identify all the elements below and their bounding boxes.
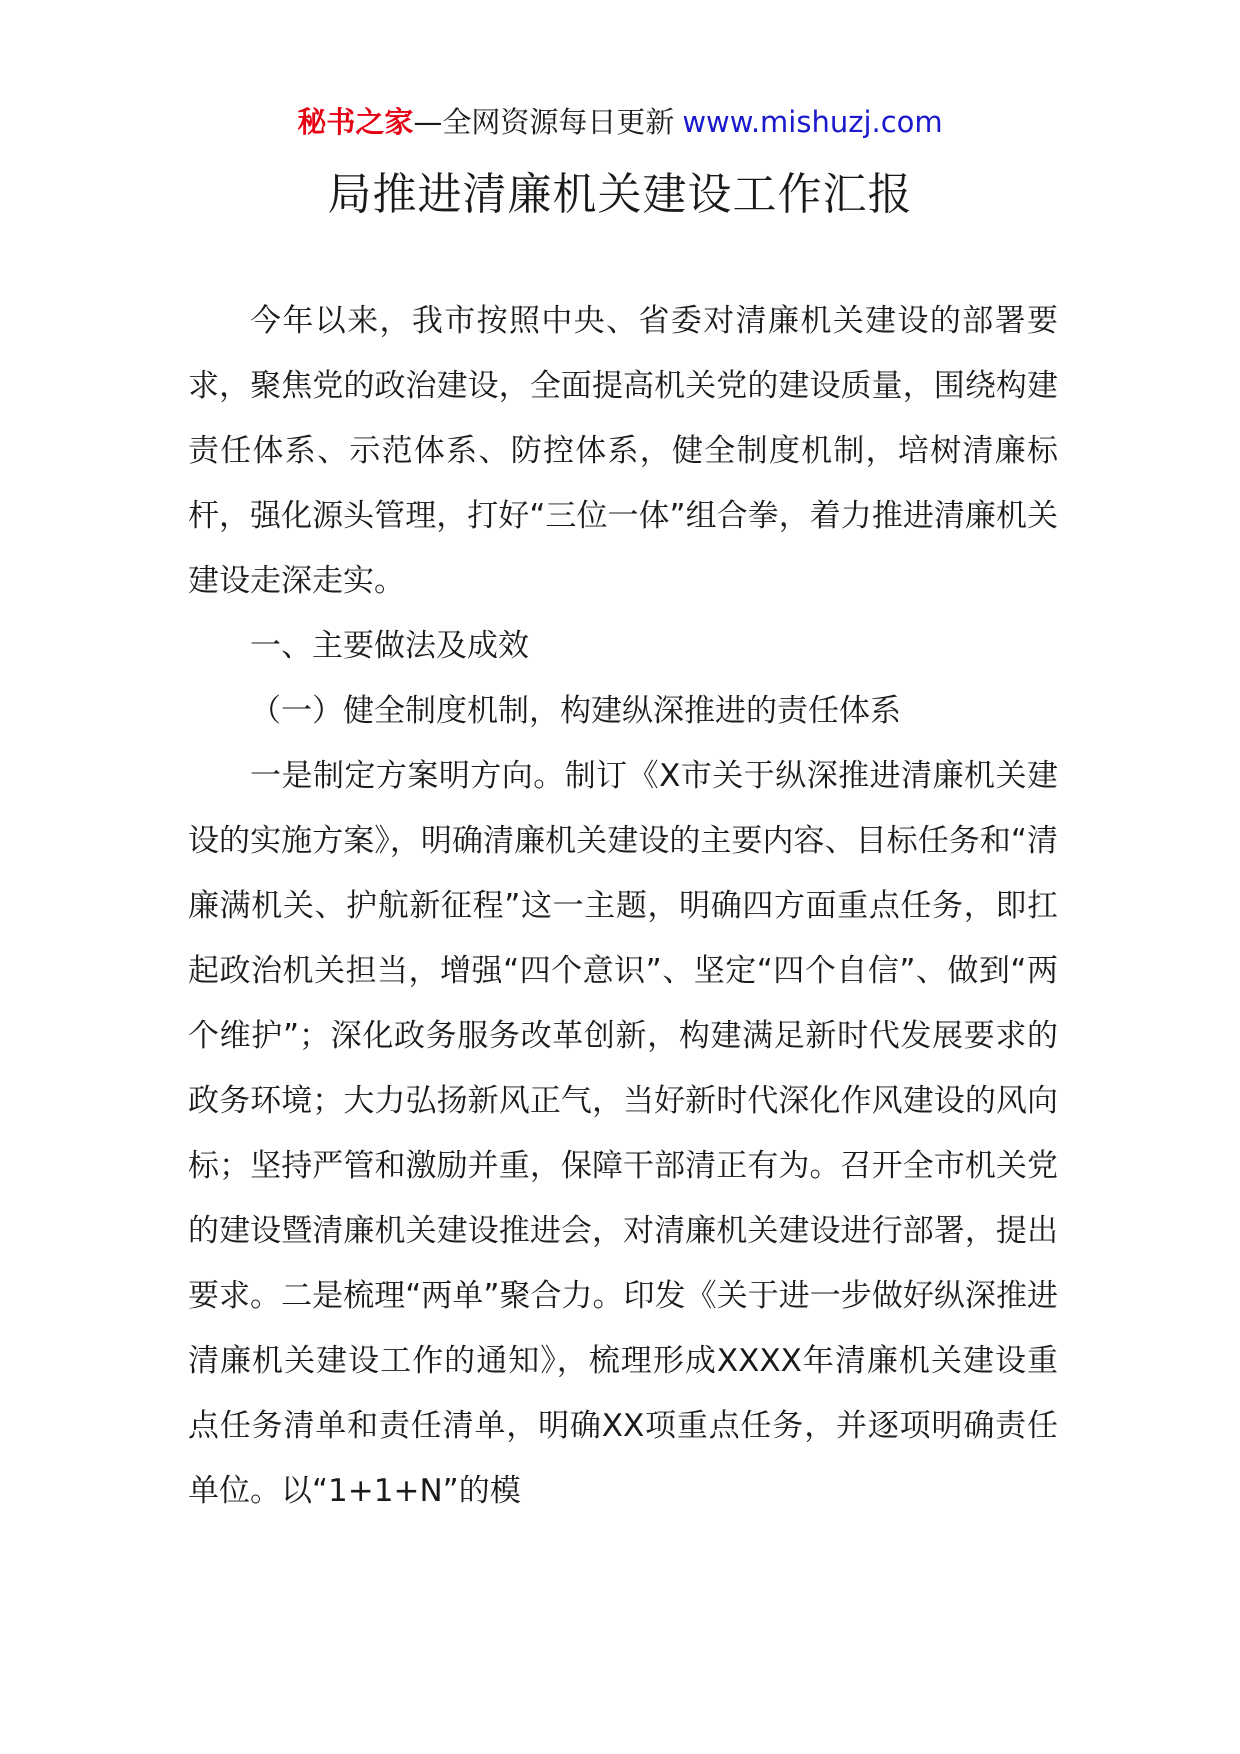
document-title: 局推进清廉机关建设工作汇报 xyxy=(327,169,913,220)
subsection-heading: （一）健全制度机制，构建纵深推进的责任体系 xyxy=(250,693,901,729)
section-heading: 一、主要做法及成效 xyxy=(250,628,529,664)
document-body xyxy=(188,289,1058,1524)
body-paragraph: 一是制定方案明方向。制订《X市关于纵深推进清廉机关建设的实施方案》，明确清廉机关建设的主要内容、目标任务和“清廉满机关、护航新征程”这一主题，明确四方面重点任务，即扛起政治机关担当，增强“四个意识”、坚定“四个自信”、做到“两个维护”；深化政务服务改革创新，构建满足新时代发展要求的政务环境；大力弘扬新风正气，当好新时代深化作风建设的风向标；坚持严管和激励并重，保障干部清正有为。召开全市机关党的建设暨清廉机关建设推进会，对清廉机关建设进行部署，提出要求。二是梳理“两单”聚合力。印发《关于进一步做好纵深推进清廉机关建设工作的通知》，梳理形成XXXX年清廉机关建设重点任务清单和责任清单，明确XX项重点任务，并逐项明确责任单位。以“1+1+N”的模 xyxy=(188,758,1058,1509)
header-tagline: —全网资源每日更新 xyxy=(413,105,675,139)
site-url-link[interactable]: www.mishuzj.com xyxy=(682,105,943,139)
brand-name: 秘书之家 xyxy=(297,105,414,139)
site-header xyxy=(0,100,1240,144)
intro-paragraph: 今年以来，我市按照中央、省委对清廉机关建设的部署要求，聚焦党的政治建设，全面提高机关党的建设质量，围绕构建责任体系、示范体系、防控体系，健全制度机制，培树清廉标杆，强化源头管理，打好“三位一体”组合拳，着力推进清廉机关建设走深走实。 xyxy=(188,303,1058,599)
